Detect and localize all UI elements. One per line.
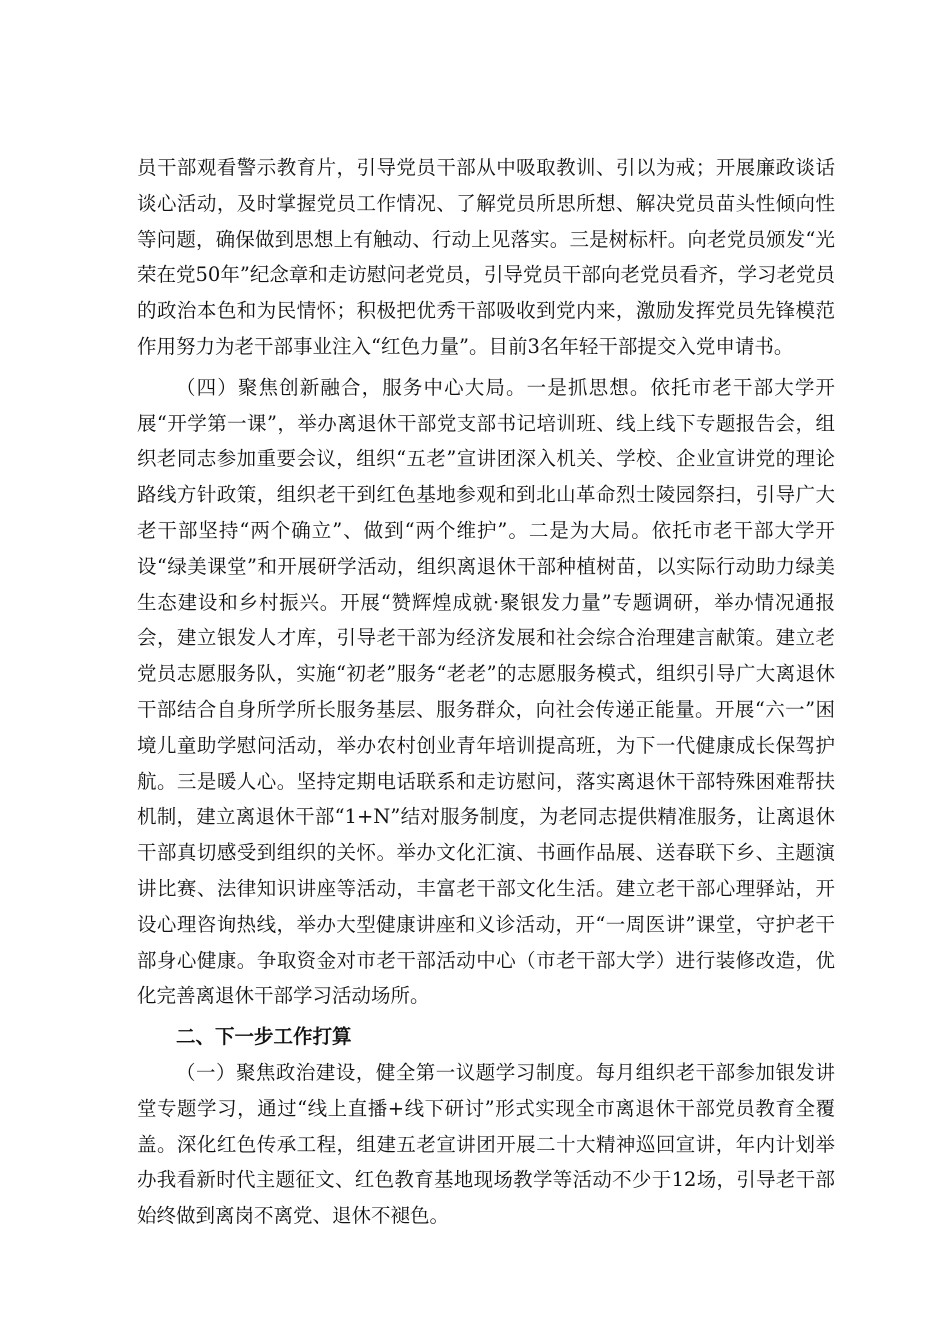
paragraph-section-four: （四）聚焦创新融合，服务中心大局。一是抓思想。依托市老干部大学开展“开学第一课”，举办离退休干部党支部书记培训班、线上线下专题报告会，组织老同志参加重要会议，组织“五老”宣讲团深入机关、学校、企业宣讲党的理论路线方针政策，组织老干到红色基地参观和到北山革命烈士陵园祭扫，引导广大老干部坚持“两个确立”、做到“两个维护”。二是为大局。依托市老干部大学开设“绿美课堂”和开展研学活动，组织离退休干部种植树苗，以实际行动助力绿美生态建设和乡村振兴。开展“赞辉煌成就·聚银发力量”专题调研，举办情况通报会，建立银发人才库，引导老干部为经济发展和社会综合治理建言献策。建立老党员志愿服务队，实施“初老”服务“老老”的志愿服务模式，组织引导广大离退休干部结合自身所学所长服务基层、服务群众，向社会传递正能量。开展“六一”困境儿童助学慰问活动，举办农村创业青年培训提高班，为下一代健康成长保驾护航。三是暖人心。坚持定期电话联系和走访慰问，落实离退休干部特殊困难帮扶机制，建立离退休干部“1+N”结对服务制度，为老同志提供精准服务，让离退休干部真切感受到组织的关怀。举办文化汇演、书画作品展、送春联下乡、主题演讲比赛、法律知识讲座等活动，丰富老干部文化生活。建立老干部心理驿站，开设心理咨询热线，举办大型健康讲座和义诊活动，开“一周医讲”课堂，守护老干部身心健康。争取资金对市老干部活动中心（市老干部大学）进行装修改造，优化完善离退休干部学习活动场所。: [137, 375, 835, 1008]
paragraph-continuation: 员干部观看警示教育片，引导党员干部从中吸取教训、引以为戒；开展廉政谈话谈心活动，及时掌握党员工作情况、了解党员所思所想、解决党员苗头性倾向性等问题，确保做到思想上有触动、行动上见落实。三是树标杆。向老党员颁发“光荣在党50年”纪念章和走访慰问老党员，引导党员干部向老党员看齐，学习老党员的政治本色和为民情怀；积极把优秀干部吸收到党内来，激励发挥党员先锋模范作用努力为老干部事业注入“红色力量”。目前3名年轻干部提交入党申请书。: [137, 156, 835, 358]
section-heading-next-steps: 二、下一步工作打算: [176, 1025, 352, 1049]
document-body: [137, 150, 835, 1234]
paragraph-item-one: （一）聚焦政治建设，健全第一议题学习制度。每月组织老干部参加银发讲堂专题学习，通过“线上直播+线下研讨”形式实现全市离退休干部党员教育全覆盖。深化红色传承工程，组建五老宣讲团开展二十大精神巡回宣讲，年内计划举办我看新时代主题征文、红色教育基地现场教学等活动不少于12场，引导老干部始终做到离岗不离党、退休不褪色。: [137, 1060, 835, 1228]
